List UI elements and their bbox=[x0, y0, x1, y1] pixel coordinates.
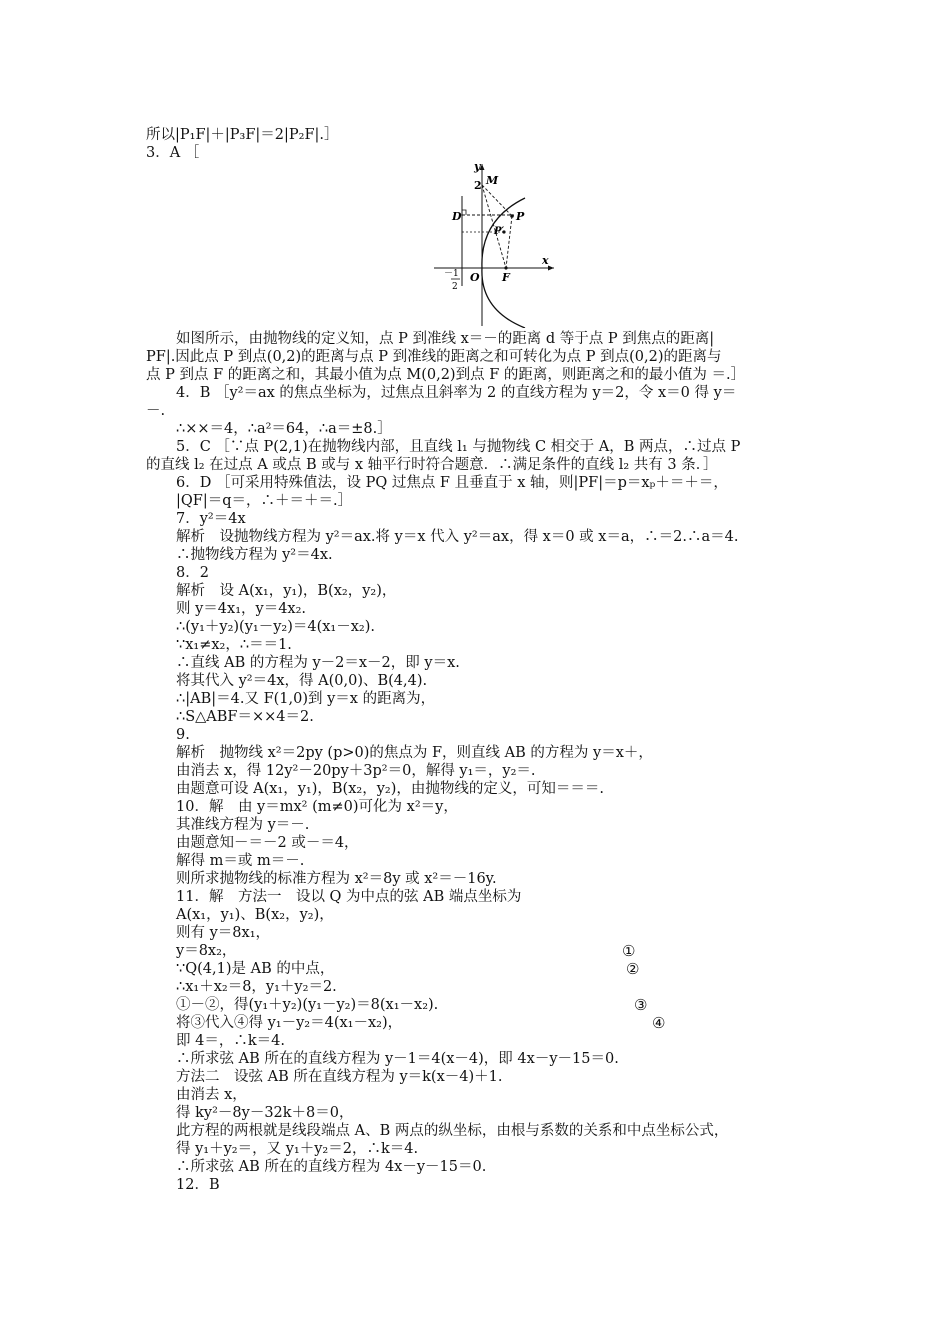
text-line: ∴x₁＋x₂＝8，y₁＋y₂＝2. bbox=[176, 979, 337, 995]
answer-9: 9. bbox=[176, 727, 190, 743]
text-line: 解得 m＝或 m＝－. bbox=[176, 853, 305, 869]
text-line: ∴S△ABF＝××4＝2. bbox=[176, 709, 314, 725]
label-y: y bbox=[474, 160, 481, 173]
text-line: 解析 抛物线 x²＝2py (p>0)的焦点为 F，则直线 AB 的方程为 y＝x＋， bbox=[176, 745, 653, 761]
text-line: ∵Q(4,1)是 AB 的中点， bbox=[176, 961, 335, 977]
answer-5: 5．C ［∵点 P(2,1)在抛物线内部，且直线 l₁ 与抛物线 C 相交于 A，B 两点，∴过点 P bbox=[176, 439, 741, 455]
text-line: 由消去 x， bbox=[176, 1087, 247, 1103]
answer-8: 8．2 bbox=[176, 565, 209, 581]
answer-4: 4．B ［y²＝ax 的焦点坐标为，过焦点且斜率为 2 的直线方程为 y＝2，令 x＝0 得 y＝ bbox=[176, 385, 737, 401]
text-line: ∴|AB|＝4.又 F(1,0)到 y＝x 的距离为， bbox=[176, 691, 436, 707]
label-p: P bbox=[516, 210, 525, 223]
text-line: 如图所示，由抛物线的定义知，点 P 到准线 x＝－的距离 d 等于点 P 到焦点的距离| bbox=[176, 331, 715, 347]
text-line: 由消去 x，得 12y²－20py＋3p²＝0，解得 y₁＝，y₂＝. bbox=[176, 763, 536, 779]
text-line: 即 4＝，∴k＝4. bbox=[176, 1033, 285, 1049]
text-line: 则有 y＝8x₁， bbox=[176, 925, 271, 941]
text-line: ∴所求弦 AB 所在的直线方程为 y－1＝4(x－4)，即 4x－y－15＝0. bbox=[176, 1051, 619, 1067]
equation-mark-3: ③ bbox=[634, 996, 648, 1014]
point-p bbox=[510, 214, 514, 218]
answer-11: 11．解 方法一 设以 Q 为中点的弦 AB 端点坐标为 bbox=[176, 889, 522, 905]
text-line: 解析 设 A(x₁，y₁)，B(x₂，y₂)， bbox=[176, 583, 397, 599]
text-line: 由题意可设 A(x₁，y₁)，B(x₂，y₂)，由抛物线的定义，可知＝＝＝. bbox=[176, 781, 604, 797]
text-line: A(x₁，y₁)、B(x₂，y₂)， bbox=[176, 907, 334, 923]
text-line: 的直线 l₂ 在过点 A 或点 B 或与 x 轴平行时符合题意．∴满足条件的直线 l₂ 共有 3 条．］ bbox=[146, 457, 718, 473]
text-line: ∴直线 AB 的方程为 y－2＝x－2，即 y＝x. bbox=[176, 655, 460, 671]
text-line: 其准线方程为 y＝－. bbox=[176, 817, 310, 833]
answer-12: 12．B bbox=[176, 1177, 220, 1193]
label-neg-half-num: －1 bbox=[444, 269, 459, 279]
label-p-prime: P′ bbox=[494, 226, 505, 237]
label-x: x bbox=[542, 254, 549, 267]
point-f bbox=[504, 266, 507, 269]
parabola-figure bbox=[430, 160, 560, 328]
label-m: M bbox=[486, 174, 499, 187]
text-line: ①－②，得(y₁＋y₂)(y₁－y₂)＝8(x₁－x₂). bbox=[176, 997, 439, 1013]
right-angle-mark bbox=[462, 210, 466, 215]
equation-mark-1: ① bbox=[622, 942, 636, 960]
text-line: 得 ky²－8y－32k＋8＝0， bbox=[176, 1105, 354, 1121]
label-neg-half-den: 2 bbox=[452, 282, 458, 292]
text-line: 解析 设抛物线方程为 y²＝ax.将 y＝x 代入 y²＝ax，得 x＝0 或 x＝a，∴＝2.∴a＝4. bbox=[176, 529, 739, 545]
equation-mark-4: ④ bbox=[652, 1014, 666, 1032]
x-axis-arrow bbox=[548, 266, 554, 271]
text-line: ∴抛物线方程为 y²＝4x. bbox=[176, 547, 333, 563]
text-line: ∵x₁≠x₂，∴＝＝1. bbox=[176, 637, 292, 653]
text-line: 点 P 到点 F 的距离之和，其最小值为点 M(0,2)到点 F 的距离，则距离之和的最小值为 ＝.］ bbox=[146, 367, 746, 383]
text-line: ∴(y₁＋y₂)(y₁－y₂)＝4(x₁－x₂). bbox=[176, 619, 375, 635]
text-line: y＝8x₂， bbox=[176, 943, 237, 959]
text-line: 将其代入 y²＝4x，得 A(0,0)、B(4,4). bbox=[176, 673, 428, 689]
text-line: 则所求抛物线的标准方程为 x²＝8y 或 x²＝－16y. bbox=[176, 871, 497, 887]
text-line: ∴××＝4，∴a²＝64，∴a＝±8.］ bbox=[176, 421, 392, 437]
text-line: ∴所求弦 AB 所在的直线方程为 4x－y－15＝0. bbox=[176, 1159, 487, 1175]
text-line: PF|.因此点 P 到点(0,2)的距离与点 P 到准线的距离之和可转化为点 P 到点(0,2)的距离与 bbox=[146, 349, 722, 365]
label-f: F bbox=[502, 271, 510, 284]
text-line: 得 y₁＋y₂＝，又 y₁＋y₂＝2，∴k＝4. bbox=[176, 1141, 419, 1157]
label-o: O bbox=[470, 271, 480, 284]
text-line: 则 y＝4x₁，y＝4x₂. bbox=[176, 601, 307, 617]
dashed-p-to-f bbox=[506, 216, 512, 268]
text-line: 方法二 设弦 AB 所在直线方程为 y＝k(x－4)＋1. bbox=[176, 1069, 503, 1085]
answer-6: 6．D ［可采用特殊值法，设 PQ 过焦点 F 且垂直于 x 轴，则|PF|＝p＝xₚ＋＝＋＝， bbox=[176, 475, 728, 491]
answer-7: 7．y²＝4x bbox=[176, 511, 246, 527]
label-two: 2 bbox=[474, 179, 482, 192]
answer-10: 10．解 由 y＝mx² (m≠0)可化为 x²＝y， bbox=[176, 799, 458, 815]
text-line: 由题意知－＝－2 或－＝4， bbox=[176, 835, 359, 851]
label-d: D bbox=[452, 210, 462, 223]
text-line: －. bbox=[146, 403, 166, 419]
text-line: |QF|＝q＝，∴＋＝＋＝.］ bbox=[176, 493, 353, 509]
text-line: 将③代入④得 y₁－y₂＝4(x₁－x₂)， bbox=[176, 1015, 403, 1031]
equation-mark-2: ② bbox=[626, 960, 640, 978]
answer-3: 3．A ［ bbox=[146, 145, 200, 161]
text-line: 此方程的两根就是线段端点 A、B 两点的纵坐标，由根与系数的关系和中点坐标公式， bbox=[176, 1123, 729, 1139]
text-line: 所以|P₁F|＋|P₃F|＝2|P₂F|.］ bbox=[146, 127, 339, 143]
